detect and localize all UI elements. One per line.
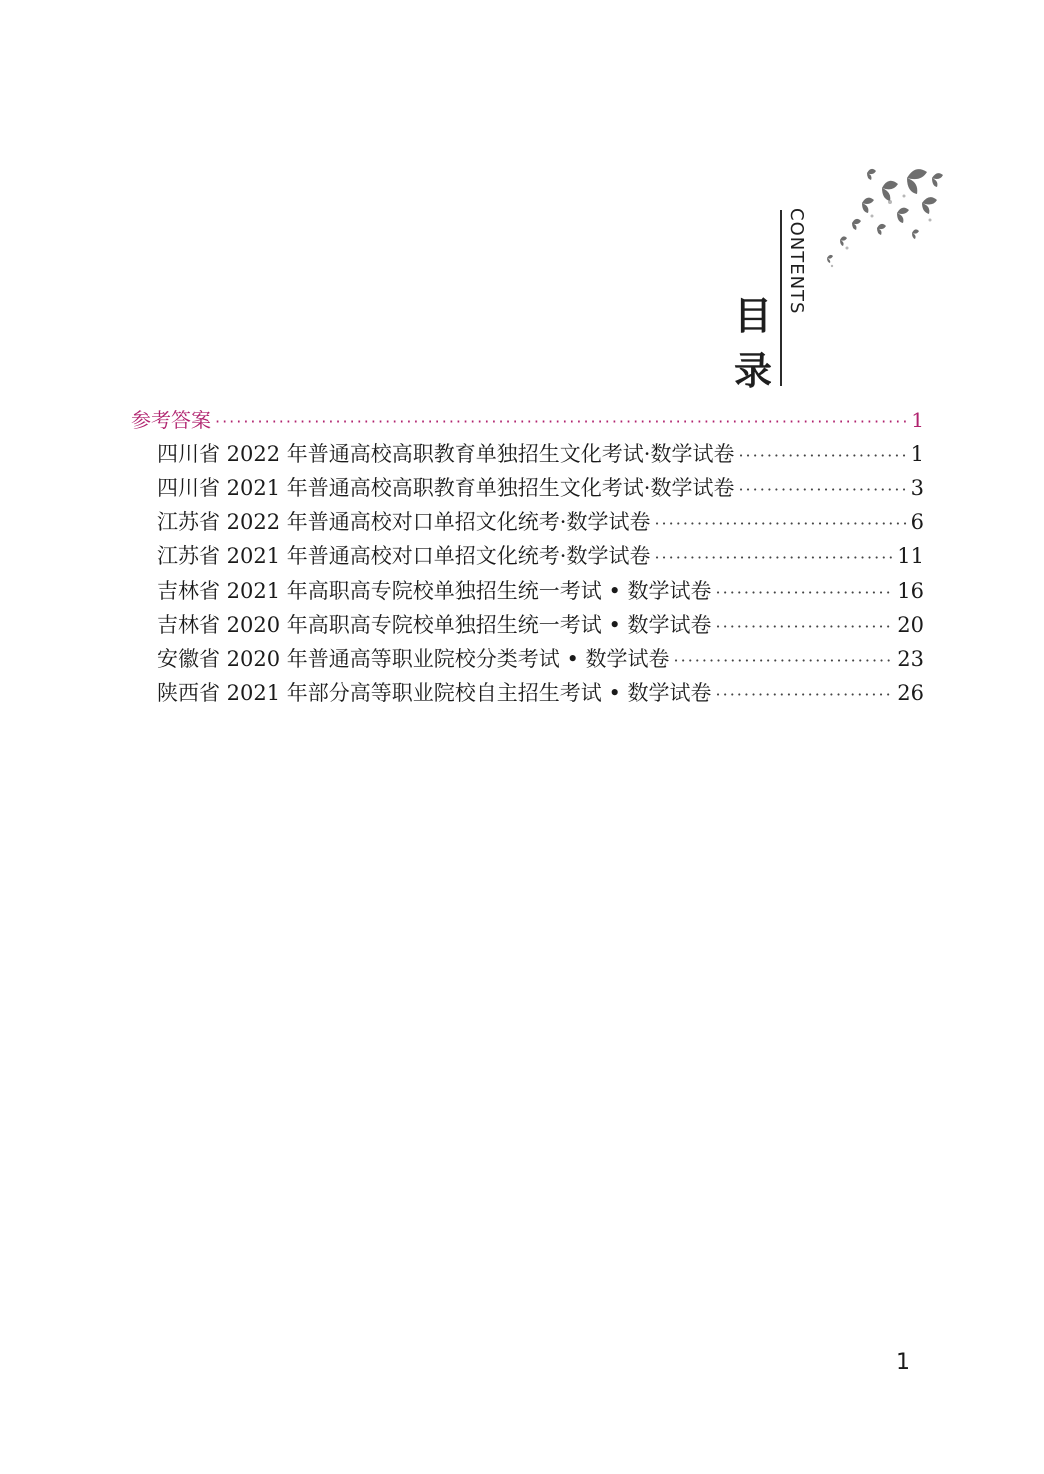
toc-leader [716, 617, 894, 636]
toc-entry-title: 四川省 2021 年普通高校高职教育单独招生文化考试·数学试卷 [157, 476, 735, 500]
toc-leader [738, 480, 906, 499]
toc-entry[interactable] [157, 506, 924, 536]
toc-entry[interactable] [157, 472, 924, 502]
toc-leader [716, 685, 894, 704]
toc-entry[interactable] [157, 677, 924, 707]
toc-entry[interactable] [157, 609, 924, 639]
toc-entry[interactable] [157, 540, 924, 570]
toc-entry-title: 安徽省 2020 年普通高等职业院校分类考试 • 数学试卷 [157, 647, 670, 671]
toc-entry-page: 23 [897, 647, 924, 671]
page-number: 1 [896, 1350, 910, 1375]
toc-section-answers[interactable] [131, 404, 924, 433]
page-title-char-2: 录 [733, 349, 772, 393]
butterflies-icon [812, 158, 952, 278]
heading-divider [780, 210, 782, 386]
toc-entry-title: 江苏省 2021 年普通高校对口单招文化统考·数学试卷 [157, 544, 651, 568]
toc-entry[interactable] [157, 643, 924, 673]
toc-entry[interactable] [157, 575, 924, 605]
page-title-char-1: 目 [733, 294, 772, 338]
toc-leader [674, 651, 894, 670]
toc-entry-page: 11 [897, 544, 924, 568]
toc-entry-title: 陕西省 2021 年部分高等职业院校自主招生考试 • 数学试卷 [157, 681, 712, 705]
toc-leader [654, 548, 893, 567]
toc-entry-title: 吉林省 2021 年高职高专院校单独招生统一考试 • 数学试卷 [157, 579, 712, 603]
toc-entry-title: 江苏省 2022 年普通高校对口单招文化统考·数学试卷 [157, 510, 651, 534]
toc-leader [215, 412, 907, 431]
toc-entry-page: 6 [910, 510, 924, 534]
toc-leader [654, 514, 906, 533]
toc-section-page: 1 [911, 408, 924, 432]
toc-entry-page: 3 [910, 476, 924, 500]
contents-label: CONTENTS [786, 208, 807, 315]
toc-leader [738, 446, 906, 465]
toc-section-label: 参考答案 [131, 408, 211, 432]
toc-entry-page: 20 [897, 613, 924, 637]
toc-entry-page: 16 [897, 579, 924, 603]
toc-entry-title: 吉林省 2020 年高职高专院校单独招生统一考试 • 数学试卷 [157, 613, 712, 637]
toc-entry-title: 四川省 2022 年普通高校高职教育单独招生文化考试·数学试卷 [157, 442, 735, 466]
toc-entry[interactable] [157, 438, 924, 468]
toc-entry-page: 26 [897, 681, 924, 705]
toc-entry-page: 1 [910, 442, 924, 466]
toc-leader [716, 583, 894, 602]
